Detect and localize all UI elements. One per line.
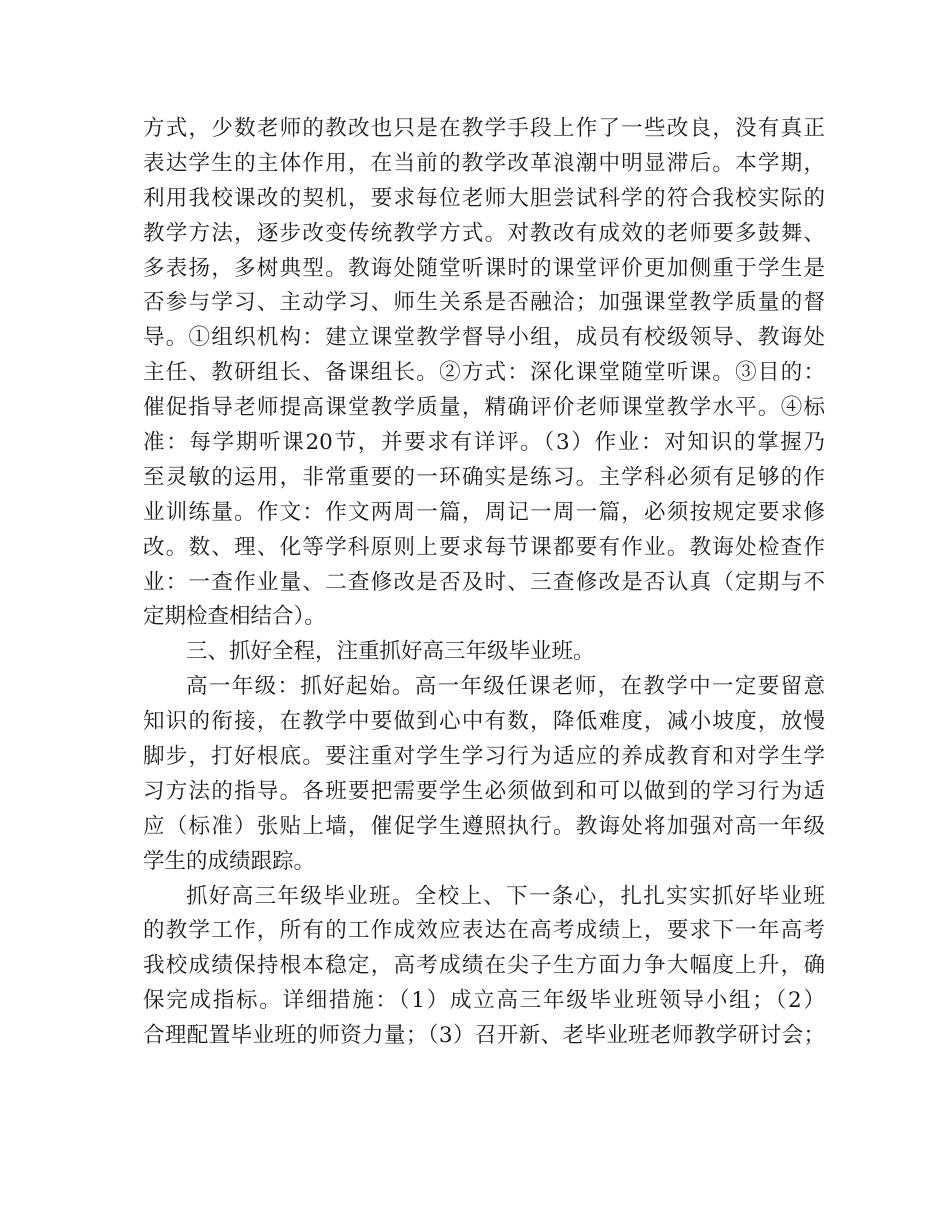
text-line: 业：一查作业量、二查修改是否及时、三查修改是否认真（定期与不 [143, 569, 825, 595]
text-line: 主任、教研组长、备课组长。②方式：深化课堂随堂听课。③目的： [143, 360, 825, 386]
text-line: 改。数、理、化等学科原则上要求每节课都要有作业。教诲处检查作 [143, 534, 825, 560]
text-line: 应（标准）张贴上墙，催促学生遵照执行。教诲处将加强对高一年级 [143, 813, 825, 839]
text-line: 的教学工作，所有的工作成效应表达在高考成绩上，要求下一年高考 [143, 918, 825, 944]
text-line: 习方法的指导。各班要把需要学生必须做到和可以做到的学习行为适 [143, 778, 825, 804]
text-line: 脚步，打好根底。要注重对学生学习行为适应的养成教育和对学生学 [143, 744, 825, 770]
text-line: 业训练量。作文：作文两周一篇，周记一周一篇，必须按规定要求修 [143, 499, 825, 525]
paragraph-first-line: 抓好高三年级毕业班。全校上、下一条心，扎扎实实抓好毕业班 [186, 883, 825, 909]
paragraph-end-line: 学生的成绩跟踪。 [143, 848, 316, 874]
document-body [143, 112, 825, 1054]
text-line: 导。①组织机构：建立课堂教学督导小组，成员有校级领导、教诲处 [143, 325, 825, 351]
text-line: 合理配置毕业班的师资力量；（3）召开新、老毕业班老师教学研讨会； [143, 1023, 825, 1049]
paragraph-end-line: 定期检查相结合）。 [143, 604, 326, 630]
text-line: 催促指导老师提高课堂教学质量，精确评价老师课堂教学水平。④标 [143, 395, 825, 421]
text-line: 否参与学习、主动学习、师生关系是否融洽；加强课堂教学质量的督 [143, 290, 825, 316]
paragraph-first-line: 高一年级：抓好起始。高一年级任课老师，在教学中一定要留意 [186, 674, 825, 700]
text-line: 知识的衔接，在教学中要做到心中有数，降低难度，减小坡度，放慢 [143, 709, 825, 735]
text-line: 表达学生的主体作用，在当前的教学改革浪潮中明显滞后。本学期， [143, 150, 825, 176]
text-line: 方式，少数老师的教改也只是在教学手段上作了一些改良，没有真正 [143, 116, 825, 141]
text-line: 教学方法，逐步改变传统教学方式。对教改有成效的老师要多鼓舞、 [143, 220, 825, 246]
text-line: 我校成绩保持根本稳定，高考成绩在尖子生方面力争大幅度上升，确 [143, 953, 825, 979]
text-line: 保完成指标。详细措施：（1）成立高三年级毕业班领导小组；（2） [143, 988, 825, 1014]
text-line: 准：每学期听课20节，并要求有详评。（3）作业：对知识的掌握乃 [143, 430, 825, 456]
section-heading: 三、抓好全程，注重抓好高三年级毕业班。 [186, 639, 595, 665]
text-line: 至灵敏的运用，非常重要的一环确实是练习。主学科必须有足够的作 [143, 464, 825, 490]
text-line: 利用我校课改的契机，要求每位老师大胆尝试科学的符合我校实际的 [143, 185, 825, 211]
text-line: 多表扬，多树典型。教诲处随堂听课时的课堂评价更加侧重于学生是 [143, 255, 825, 281]
